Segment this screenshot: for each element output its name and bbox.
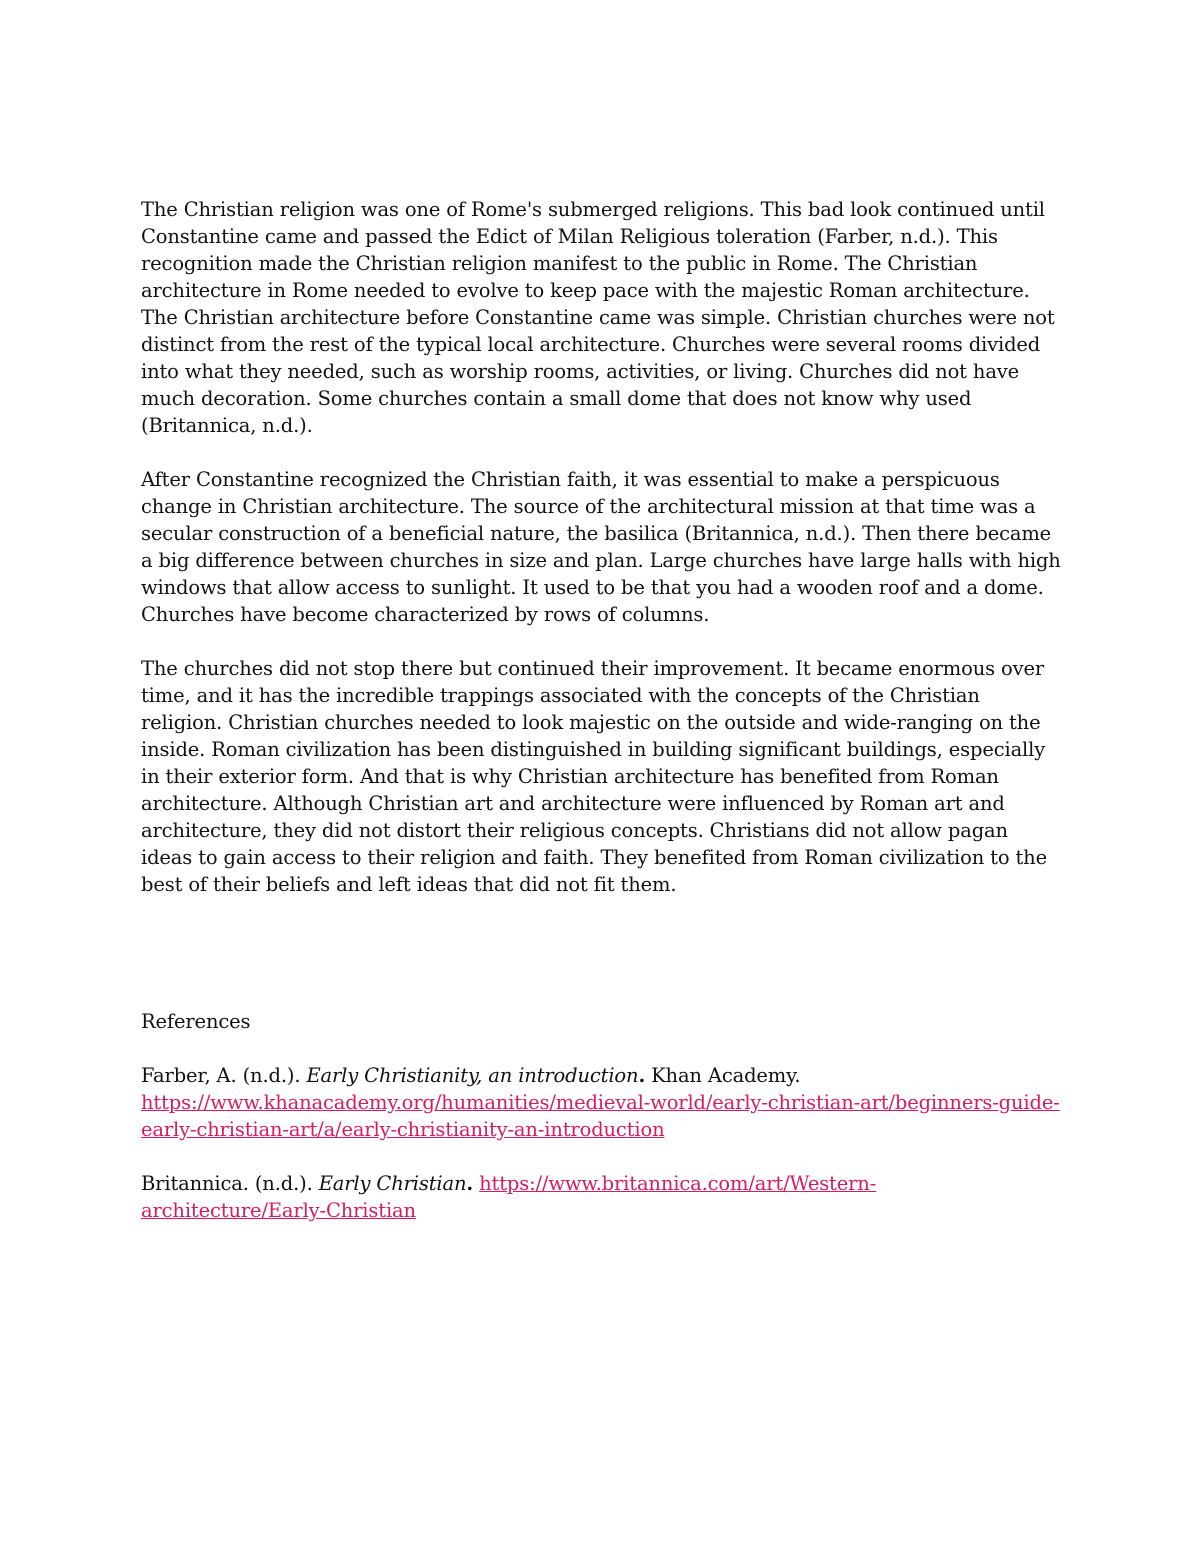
- body-paragraph-1: The Christian religion was one of Rome's submerged religions. This bad look continued until Constantine came and passed the Edict of Milan Religious toleration (Farber, n.d.). This recognition made the Christian religion manifest to the public in Rome. The Christian architecture in Rome needed to evolve to keep pace with the majestic Roman architecture. The Christian architecture before Constantine came was simple. Christian churches were not distinct from the rest of the typical local architecture. Churches were several rooms divided into what they needed, such as worship rooms, activities, or living. Churches did not have much decoration. Some churches contain a small dome that does not know why used (Britannica, n.d.).: [141, 198, 1055, 437]
- reference-entry-britannica: [141, 1170, 1061, 1224]
- body-paragraph-3: The churches did not stop there but continued their improvement. It became enormous over time, and it has the incredible trappings associated with the concepts of the Christian religion. Christian churches needed to look majestic on the outside and wide-ranging on the inside. Roman civilization has been distinguished in building significant buildings, especially in their exterior form. And that is why Christian architecture has benefited from Roman architecture. Although Christian art and architecture were influenced by Roman art and architecture, they did not distort their religious concepts. Christians did not allow pagan ideas to gain access to their religion and faith. They benefited from Roman civilization to the best of their beliefs and left ideas that did not fit them.: [141, 657, 1047, 896]
- body-paragraph-2: After Constantine recognized the Christian faith, it was essential to make a perspicuous change in Christian architecture. The source of the architectural mission at that time was a secular construction of a beneficial nature, the basilica (Britannica, n.d.). Then there became a big difference between churches in size and plan. Large churches have large halls with high windows that allow access to sunlight. It used to be that you had a wooden roof and a dome. Churches have become characterized by rows of columns.: [141, 468, 1061, 626]
- reference-link[interactable]: https://www.khanacademy.org/humanities/medieval-world/early-christian-art/beginners-guide-early-christian-art/a/early-christianity-an-introduction: [141, 1091, 1060, 1141]
- reference-author: Farber, A. (n.d.).: [141, 1064, 307, 1087]
- reference-title-period: .: [638, 1064, 646, 1087]
- reference-entry-farber: [141, 1062, 1061, 1143]
- document-body: [141, 196, 1061, 925]
- reference-author: Britannica. (n.d.).: [141, 1172, 319, 1195]
- reference-title-period: .: [466, 1172, 474, 1195]
- references-list: [141, 1062, 1061, 1251]
- reference-title: Early Christian: [318, 1172, 467, 1195]
- references-heading: References: [141, 1010, 251, 1033]
- reference-publisher: Khan Academy.: [645, 1064, 801, 1087]
- reference-title: Early Christianity, an introduction: [306, 1064, 639, 1087]
- reference-link[interactable]: https://www.britannica.com/art/Western-architecture/Early-Christian: [141, 1172, 877, 1222]
